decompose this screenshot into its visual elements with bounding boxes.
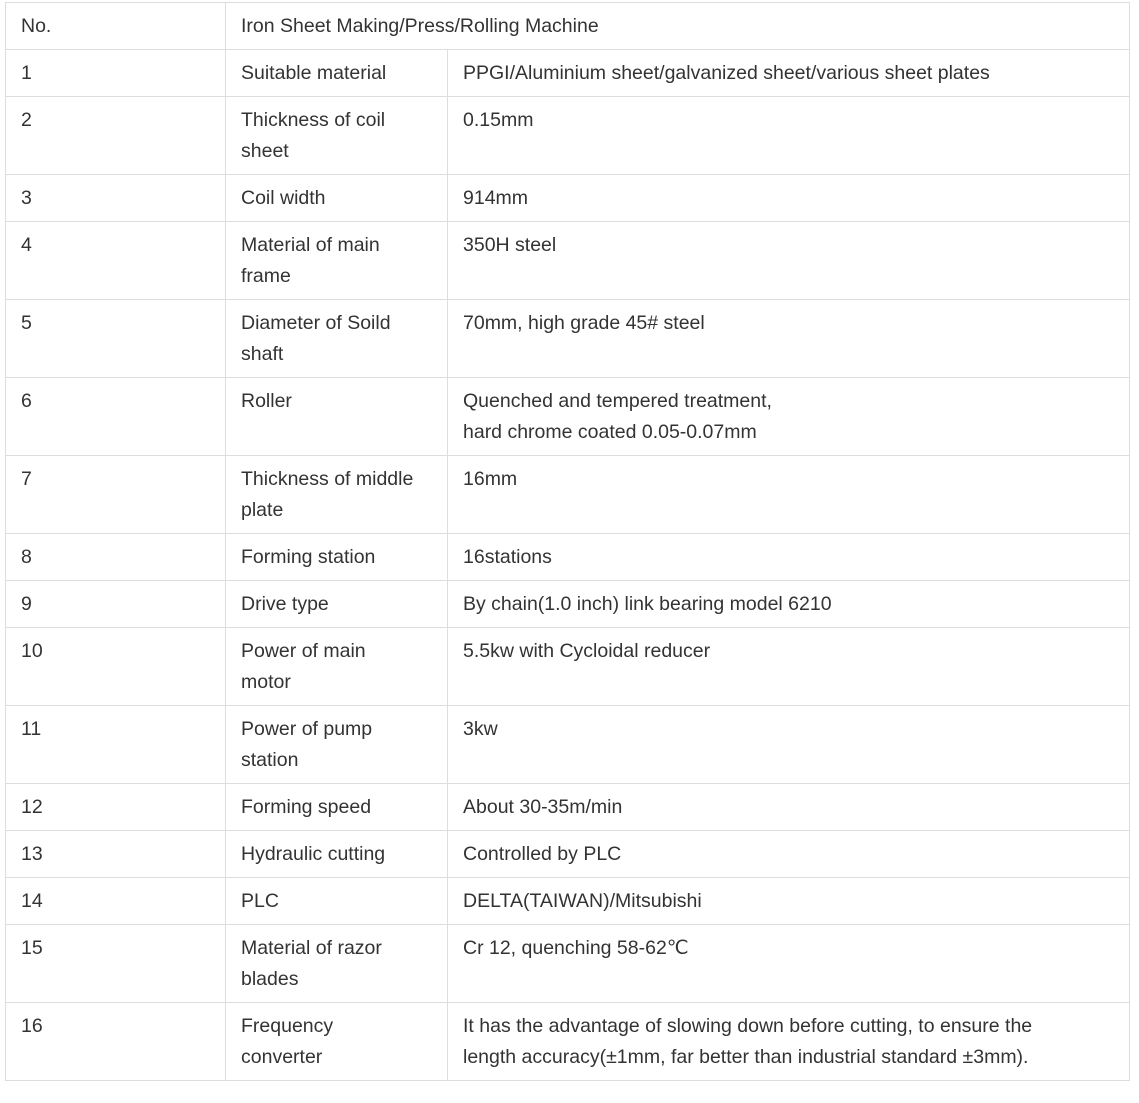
row-number-cell: 7: [6, 456, 226, 534]
row-number-cell: 15: [6, 925, 226, 1003]
parameter-cell: Material of main frame: [226, 222, 448, 300]
value-cell: Cr 12, quenching 58-62℃: [448, 925, 1130, 1003]
parameter-cell: Roller: [226, 378, 448, 456]
row-number-cell: 10: [6, 628, 226, 706]
parameter-cell: Drive type: [226, 581, 448, 628]
table-row: [6, 378, 1130, 456]
table-row: [6, 97, 1130, 175]
parameter-cell: PLC: [226, 878, 448, 925]
row-number-cell: 2: [6, 97, 226, 175]
row-number-cell: 11: [6, 706, 226, 784]
row-number-cell: 4: [6, 222, 226, 300]
table-row: [6, 628, 1130, 706]
table-row: [6, 706, 1130, 784]
row-number-cell: 14: [6, 878, 226, 925]
table-header-row: [6, 3, 1130, 50]
value-cell: 914mm: [448, 175, 1130, 222]
parameter-cell: Suitable material: [226, 50, 448, 97]
value-cell: 16mm: [448, 456, 1130, 534]
table-row: [6, 925, 1130, 1003]
row-number-cell: 13: [6, 831, 226, 878]
spec-table-body: [6, 3, 1130, 1081]
value-cell: About 30-35m/min: [448, 784, 1130, 831]
row-number-cell: 8: [6, 534, 226, 581]
value-cell: By chain(1.0 inch) link bearing model 6210: [448, 581, 1130, 628]
table-row: [6, 50, 1130, 97]
parameter-cell: Power of main motor: [226, 628, 448, 706]
value-cell: It has the advantage of slowing down before cutting, to ensure the length accuracy(±1mm, far better than industrial standard ±3mm).: [448, 1003, 1130, 1081]
parameter-cell: Material of razor blades: [226, 925, 448, 1003]
table-row: [6, 300, 1130, 378]
header-title-cell: Iron Sheet Making/Press/Rolling Machine: [226, 3, 1130, 50]
table-row: [6, 456, 1130, 534]
parameter-cell: Forming station: [226, 534, 448, 581]
parameter-cell: Hydraulic cutting: [226, 831, 448, 878]
row-number-cell: 12: [6, 784, 226, 831]
table-row: [6, 222, 1130, 300]
parameter-cell: Forming speed: [226, 784, 448, 831]
table-row: [6, 784, 1130, 831]
value-cell: DELTA(TAIWAN)/Mitsubishi: [448, 878, 1130, 925]
row-number-cell: 3: [6, 175, 226, 222]
value-cell: 350H steel: [448, 222, 1130, 300]
table-row: [6, 581, 1130, 628]
value-cell: 70mm, high grade 45# steel: [448, 300, 1130, 378]
value-cell: 0.15mm: [448, 97, 1130, 175]
row-number-cell: 5: [6, 300, 226, 378]
parameter-cell: Thickness of coil sheet: [226, 97, 448, 175]
table-row: [6, 1003, 1130, 1081]
table-row: [6, 831, 1130, 878]
row-number-cell: 1: [6, 50, 226, 97]
spec-table: [5, 2, 1130, 1081]
value-cell: PPGI/Aluminium sheet/galvanized sheet/various sheet plates: [448, 50, 1130, 97]
value-cell: 3kw: [448, 706, 1130, 784]
value-cell: 5.5kw with Cycloidal reducer: [448, 628, 1130, 706]
parameter-cell: Coil width: [226, 175, 448, 222]
value-cell: Controlled by PLC: [448, 831, 1130, 878]
header-no-cell: No.: [6, 3, 226, 50]
parameter-cell: Thickness of middle plate: [226, 456, 448, 534]
parameter-cell: Power of pump station: [226, 706, 448, 784]
table-row: [6, 534, 1130, 581]
row-number-cell: 16: [6, 1003, 226, 1081]
parameter-cell: Frequency converter: [226, 1003, 448, 1081]
table-row: [6, 878, 1130, 925]
parameter-cell: Diameter of Soild shaft: [226, 300, 448, 378]
value-cell: Quenched and tempered treatment, hard chrome coated 0.05-0.07mm: [448, 378, 1130, 456]
value-cell: 16stations: [448, 534, 1130, 581]
table-row: [6, 175, 1130, 222]
row-number-cell: 9: [6, 581, 226, 628]
row-number-cell: 6: [6, 378, 226, 456]
